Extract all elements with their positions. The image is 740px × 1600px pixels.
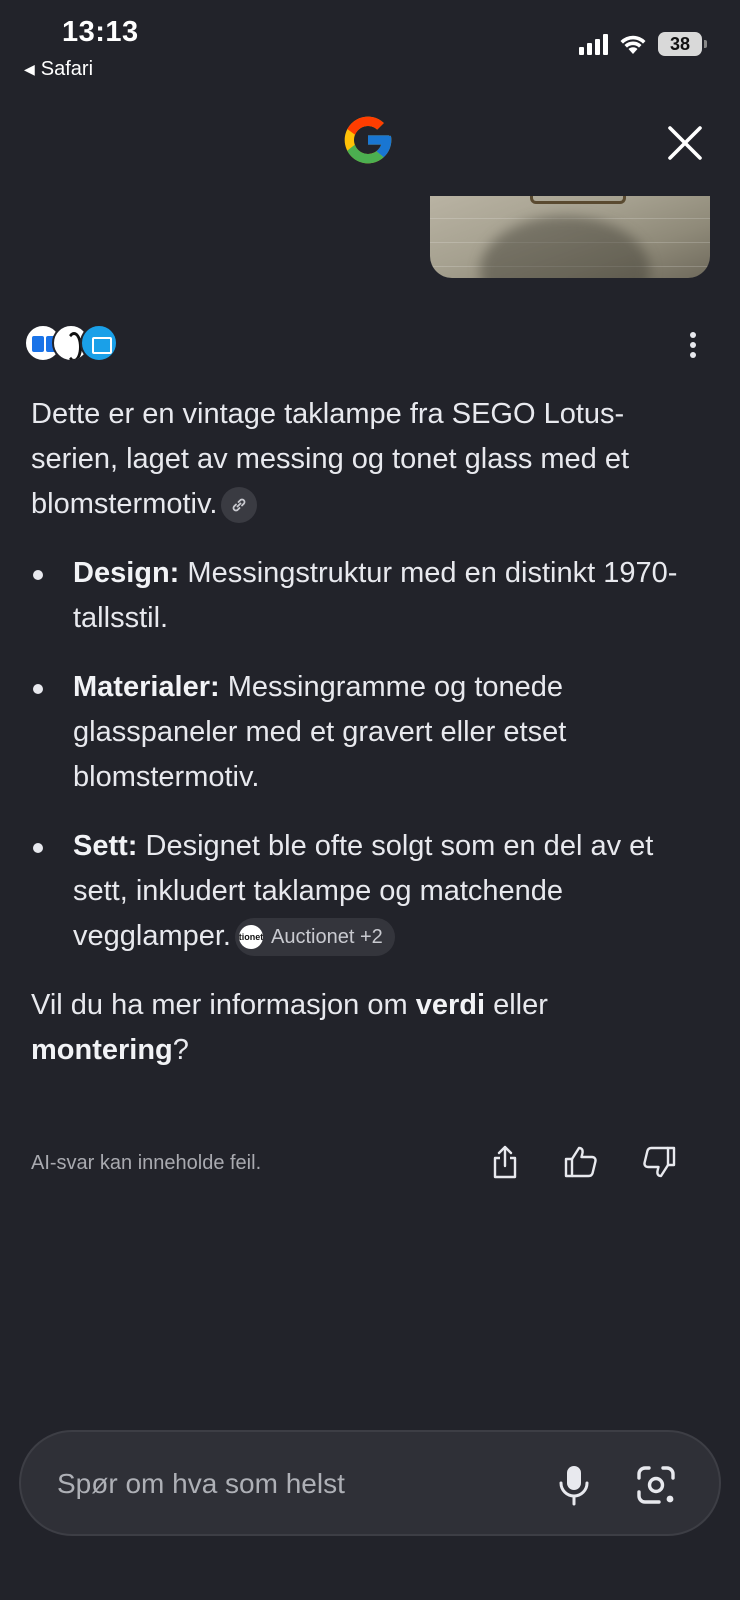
followup-term-value: verdi — [415, 989, 486, 1021]
source-chip-auctionet[interactable] — [235, 918, 395, 956]
bullet-label: Materialer: — [73, 671, 220, 703]
status-icons — [579, 32, 702, 56]
google-lens-icon[interactable] — [633, 1462, 679, 1508]
bullet-text: Messingramme og tonede glasspaneler med et gravert eller etset blomstermotiv. — [73, 671, 567, 793]
google-g-icon — [340, 112, 396, 168]
ask-composer — [19, 1430, 721, 1536]
header — [0, 100, 740, 180]
back-app-label: Safari — [40, 58, 94, 80]
answer-bullet-list — [31, 551, 711, 959]
ask-input[interactable] — [57, 1462, 497, 1506]
wifi-icon — [618, 33, 648, 55]
source-favicon-3 — [80, 324, 118, 362]
share-icon[interactable] — [483, 1140, 527, 1184]
bullet-label: Sett: — [73, 830, 138, 862]
list-item — [31, 824, 711, 959]
followup-prefix: Vil du ha mer informasjon om — [31, 989, 416, 1021]
more-options-icon[interactable] — [680, 328, 706, 362]
close-icon[interactable] — [664, 122, 706, 164]
uploaded-image-thumbnail[interactable] — [430, 196, 710, 278]
thumbs-down-icon[interactable] — [637, 1140, 681, 1184]
answer-intro — [31, 392, 711, 527]
ai-answer — [31, 392, 711, 1073]
thumbs-up-icon[interactable] — [559, 1140, 603, 1184]
list-item — [31, 551, 711, 641]
list-item — [31, 665, 711, 800]
answer-footer — [31, 1140, 711, 1188]
status-bar — [0, 0, 740, 92]
answer-intro-text: Dette er en vintage taklampe fra SEGO Lotus-serien, laget av messing og tonet glass med et blomstermotiv. — [31, 398, 630, 520]
bullet-text: Designet ble ofte solgt som en del av et sett, inkludert taklampe og matchende vegglamper. — [73, 830, 654, 952]
battery-indicator: 38 — [658, 32, 702, 56]
bullet-label: Design: — [73, 557, 180, 589]
lamp-fixture-fragment — [530, 196, 626, 204]
followup-term-mounting: montering — [31, 1034, 173, 1066]
link-icon[interactable] — [221, 487, 257, 523]
back-to-safari[interactable] — [24, 58, 93, 81]
ai-disclaimer: AI-svar kan inneholde feil. — [31, 1152, 262, 1174]
followup-suffix: ? — [172, 1034, 189, 1066]
auctionet-logo-icon: tionet — [239, 925, 263, 949]
microphone-icon[interactable] — [551, 1462, 597, 1508]
followup-middle: eller — [485, 989, 548, 1021]
cellular-signal-icon — [579, 33, 608, 55]
source-chip-label: Auctionet +2 — [271, 925, 383, 948]
back-arrow-icon: ◀ — [24, 61, 35, 77]
status-time: 13:13 — [62, 16, 139, 48]
bullet-text: Messingstruktur med en distinkt 1970-tallsstil. — [73, 557, 678, 634]
followup-question — [31, 983, 711, 1073]
source-favicons[interactable] — [24, 324, 134, 364]
